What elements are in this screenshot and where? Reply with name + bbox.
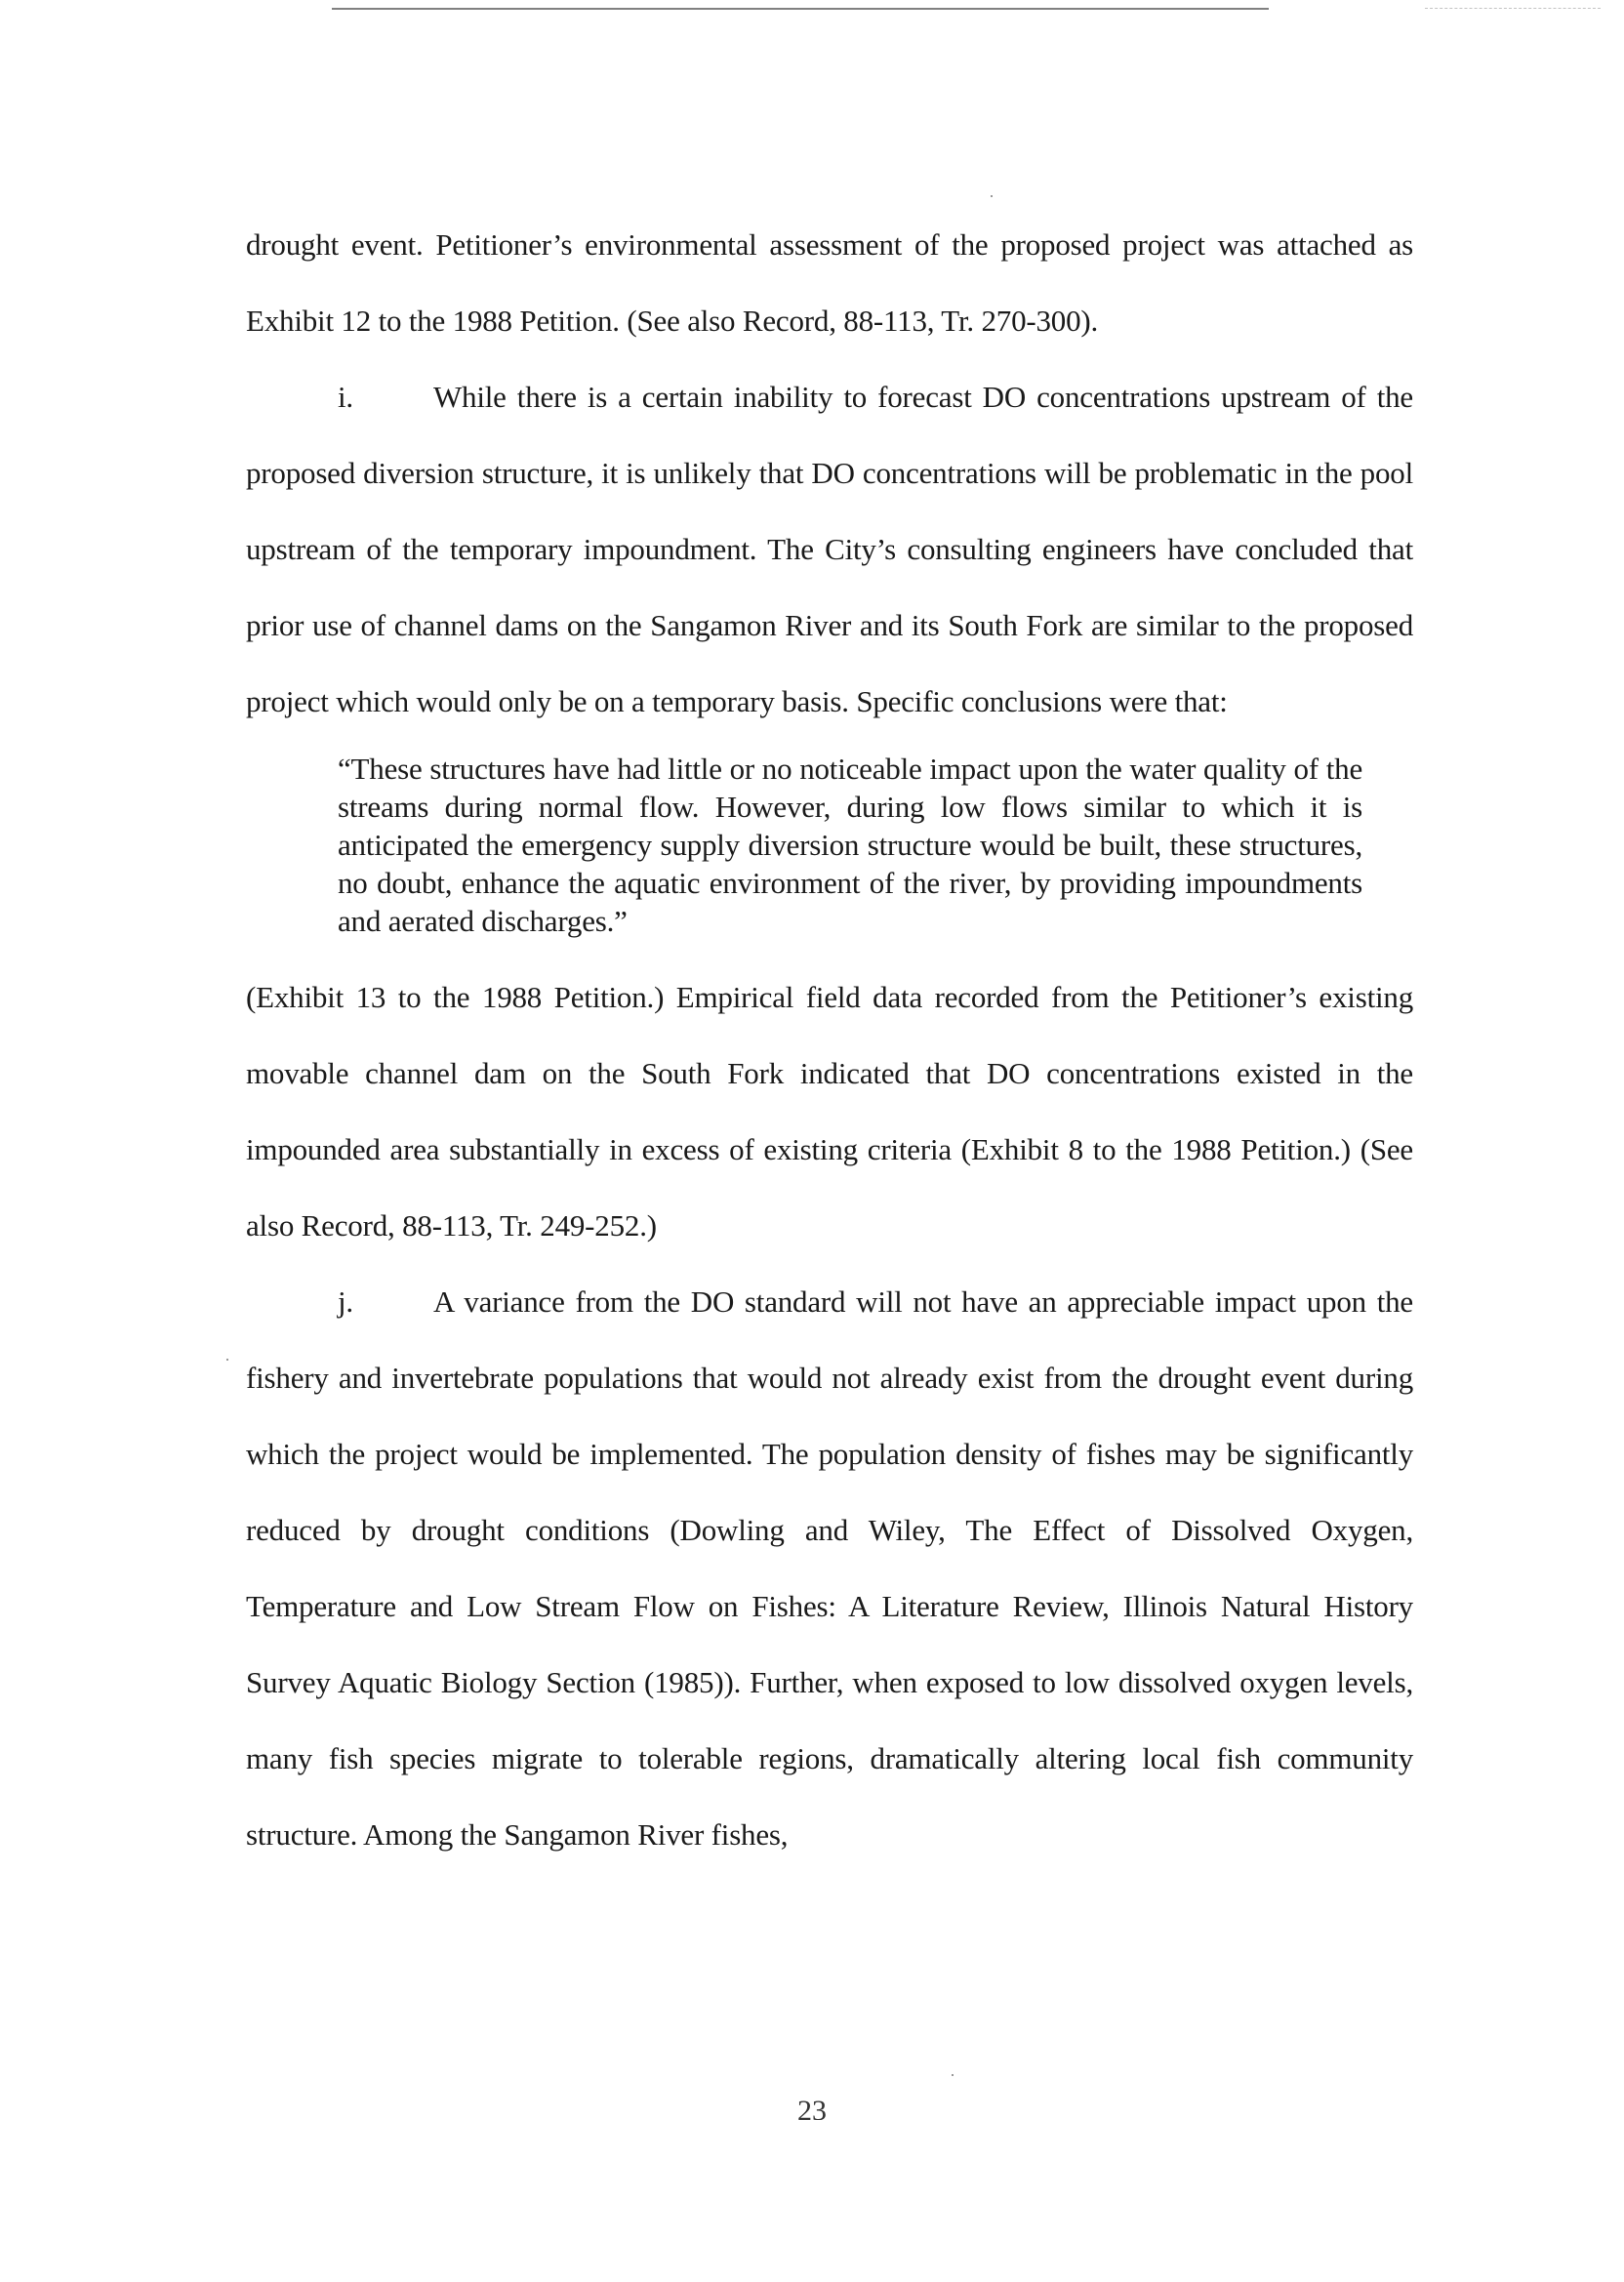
scan-speck	[952, 2074, 954, 2076]
scan-artifact-top-rule	[332, 8, 1269, 10]
paragraph-citation: (Exhibit 13 to the 1988 Petition.) Empirical field data recorded from the Petitioner’s existing movable channel dam on the South Fork indicated that DO concentrations existed in the impounded area substantially in excess of existing criteria (Exhibit 8 to the 1988 Petition.) (See also Record, 88-113, Tr. 249-252.)	[246, 980, 1413, 1243]
paragraph-continuation: drought event. Petitioner’s environmental assessment of the proposed project was attached as Exhibit 12 to the 1988 Petition. (See also Record, 88-113, Tr. 270-300).	[246, 227, 1413, 338]
item-marker-i: i.	[338, 380, 353, 414]
scan-speck	[226, 1359, 228, 1361]
paragraph-item-i-text: While there is a certain inability to forecast DO concentrations upstream of the proposed diversion structure, it is unlikely that DO concentrations will be problematic in the pool upstream of the temporary impoundment. The City’s consulting engineers have concluded that prior use of channel dams on the Sangamon River and its South Fork are similar to the proposed project which would only be on a temporary basis. Specific conclusions were that:	[246, 380, 1413, 718]
page-number: 23	[797, 2095, 827, 2120]
document-page	[246, 207, 1413, 1873]
block-quote: “These structures have had little or no noticeable impact upon the water quality of the streams during normal flow. However, during low flows similar to which it is anticipated the emergency supply diversion structure would be built, these structures, no doubt, enhance the aquatic environment of the river, by providing impoundments and aerated discharges.”	[338, 752, 1362, 938]
scan-speck	[991, 195, 993, 197]
paragraph-item-j-text: A variance from the DO standard will not have an appreciable impact upon the fishery and invertebrate populations that would not already exist from the drought event during which the project would be implemented. The population density of fishes may be significantly reduced by drought conditions (Dowling and Wiley, The Effect of Dissolved Oxygen, Temperature and Low Stream Flow on Fishes: A Literature Review, Illinois Natural History Survey Aquatic Biology Section (1985)). Further, when exposed to low dissolved oxygen levels, many fish species migrate to tolerable regions, dramatically altering local fish community structure. Among the Sangamon River fishes,	[246, 1284, 1413, 1852]
paragraph-item-j	[246, 1264, 1413, 1873]
item-marker-j: j.	[338, 1284, 353, 1319]
scan-artifact-top-rule-right	[1425, 8, 1601, 9]
paragraph-item-i	[246, 359, 1413, 740]
